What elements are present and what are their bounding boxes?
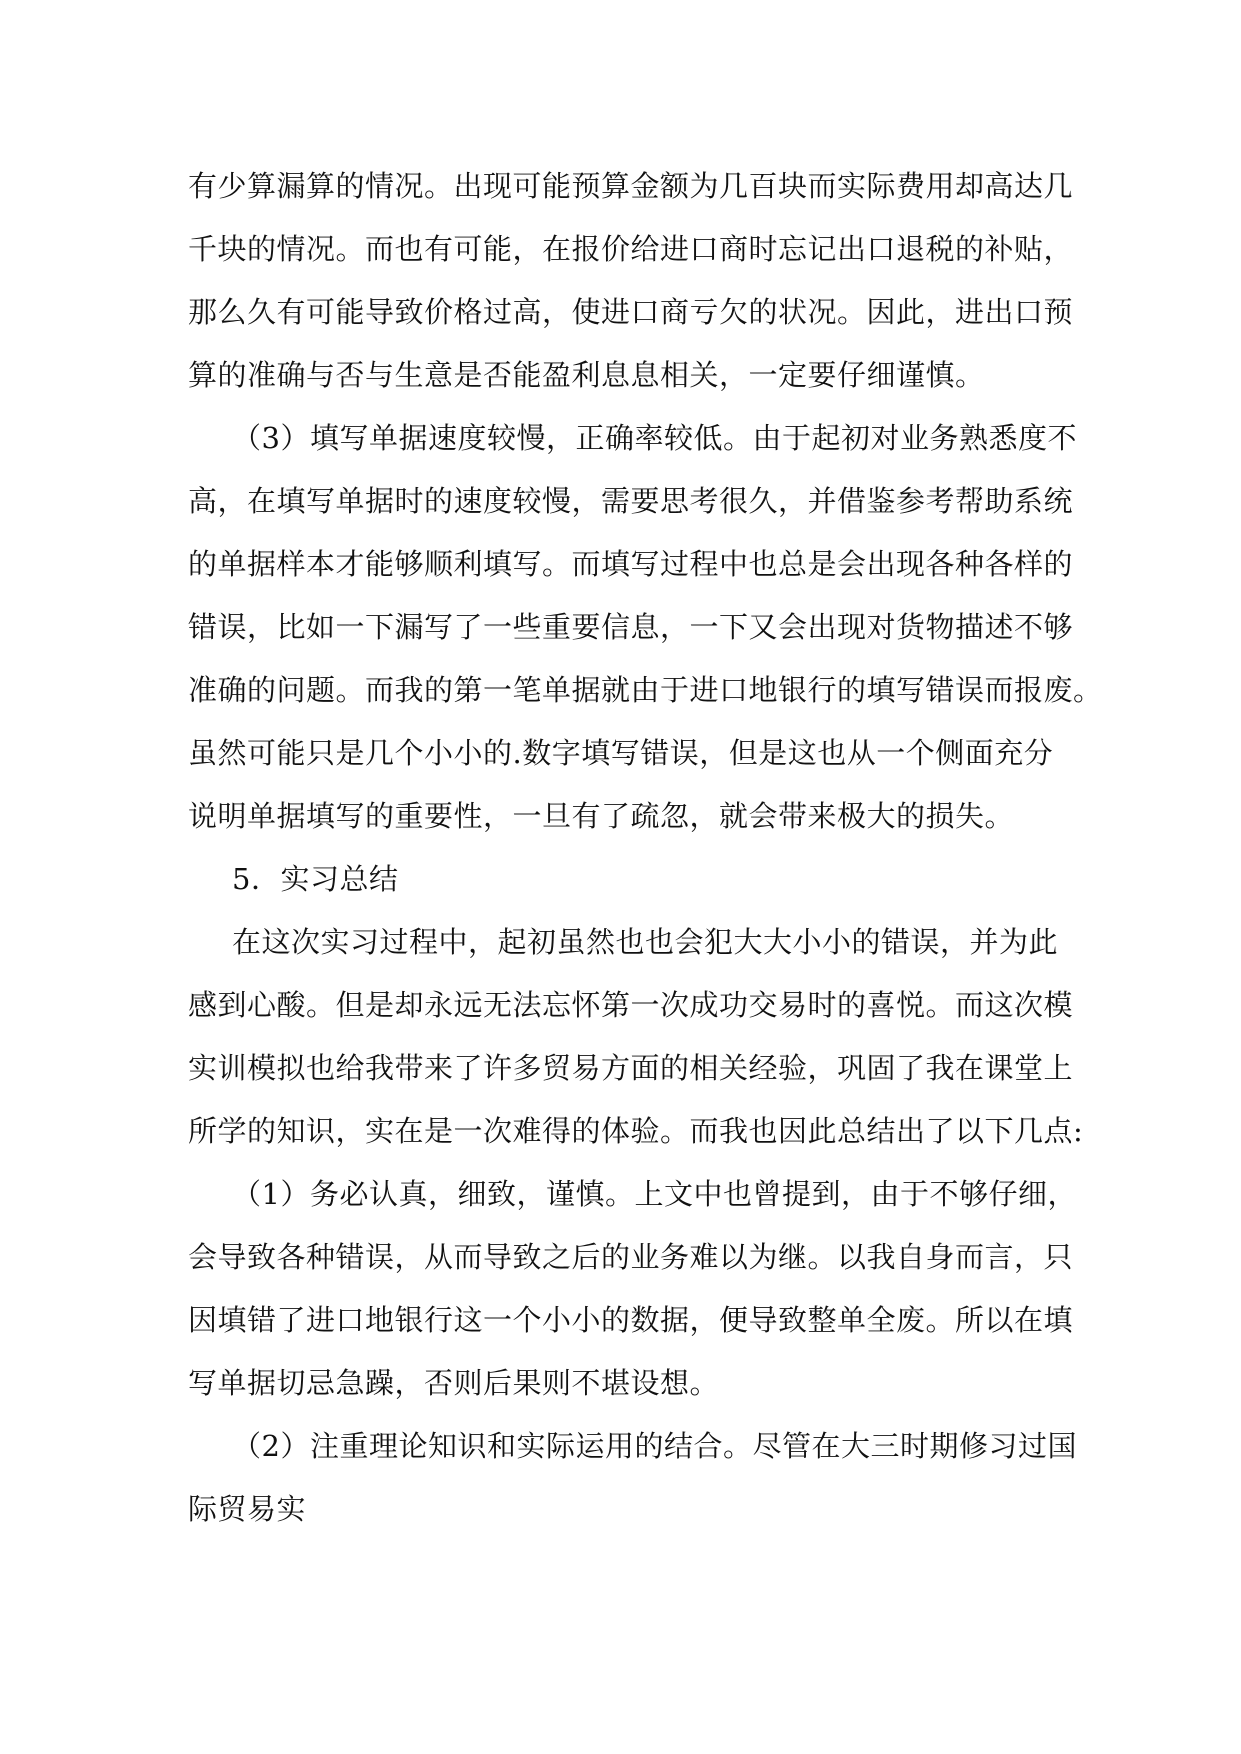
text-line: 所学的知识，实在是一次难得的体验。而我也因此总结出了以下几点: bbox=[188, 1114, 1084, 1148]
text-line: 实训模拟也给我带来了许多贸易方面的相关经验，巩固了我在课堂上 bbox=[188, 1051, 1074, 1085]
text-line: 感到心酸。但是却永远无法忘怀第一次成功交易时的喜悦。而这次模 bbox=[188, 988, 1074, 1022]
text-line: 那么久有可能导致价格过高，使进口商亏欠的状况。因此，进出口预 bbox=[188, 295, 1074, 329]
document-body bbox=[188, 155, 1103, 1541]
text-line: 会导致各种错误，从而导致之后的业务难以为继。以我自身而言，只 bbox=[188, 1240, 1074, 1274]
paragraph-start-3: （3）填写单据速度较慢，正确率较低。由于起初对业务熟悉度不 bbox=[232, 421, 1077, 455]
paragraph-start-1: （1）务必认真，细致，谨慎。上文中也曾提到，由于不够仔细， bbox=[232, 1177, 1077, 1211]
text-line: 千块的情况。而也有可能，在报价给进口商时忘记出口退税的补贴， bbox=[188, 232, 1074, 266]
paragraph-start-2: （2）注重理论知识和实际运用的结合。尽管在大三时期修习过国 bbox=[232, 1429, 1077, 1463]
text-line: 的单据样本才能够顺利填写。而填写过程中也总是会出现各种各样的 bbox=[188, 547, 1074, 581]
text-line: 虽然可能只是几个小小的.数字填写错误，但是这也从一个侧面充分 bbox=[188, 736, 1054, 770]
text-line: 错误，比如一下漏写了一些重要信息，一下又会出现对货物描述不够 bbox=[188, 610, 1074, 644]
text-line: 因填错了进口地银行这一个小小的数据，便导致整单全废。所以在填 bbox=[188, 1303, 1074, 1337]
text-line: 说明单据填写的重要性，一旦有了疏忽，就会带来极大的损失。 bbox=[188, 799, 1015, 833]
text-line: 际贸易实 bbox=[188, 1492, 307, 1526]
text-line: 算的准确与否与生意是否能盈利息息相关，一定要仔细谨慎。 bbox=[188, 358, 985, 392]
text-line: 高，在填写单据时的速度较慢，需要思考很久，并借鉴参考帮助系统 bbox=[188, 484, 1074, 518]
text-line: 写单据切忌急躁，否则后果则不堪设想。 bbox=[188, 1366, 720, 1400]
text-line: 准确的问题。而我的第一笔单据就由于进口地银行的填写错误而报废。 bbox=[188, 673, 1103, 707]
text-line: 有少算漏算的情况。出现可能预算金额为几百块而实际费用却高达几 bbox=[188, 169, 1074, 203]
section-heading: 5．实习总结 bbox=[232, 862, 399, 896]
paragraph-start: 在这次实习过程中，起初虽然也也会犯大大小小的错误，并为此 bbox=[232, 925, 1059, 959]
